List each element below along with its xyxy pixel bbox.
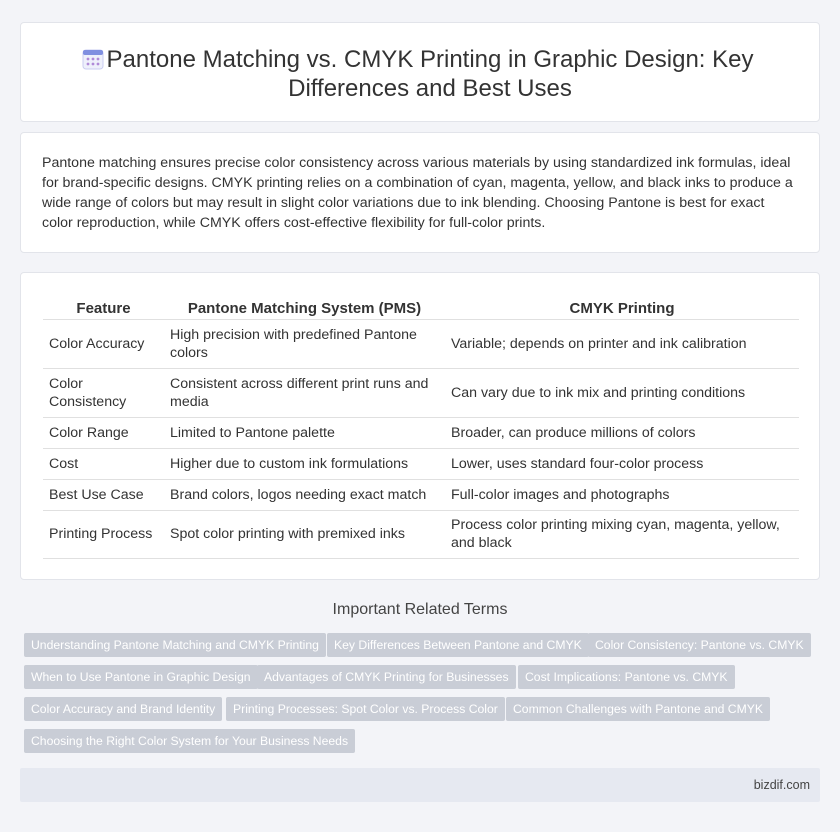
table-cell: Consistent across different print runs and media <box>164 368 445 417</box>
header-pantone: Pantone Matching System (PMS) <box>164 293 445 319</box>
related-tag[interactable]: Cost Implications: Pantone vs. CMYK <box>518 665 735 689</box>
table-cell: Color Range <box>43 417 164 448</box>
related-terms-heading: Important Related Terms <box>332 601 508 618</box>
related-tag[interactable]: Common Challenges with Pantone and CMYK <box>506 697 770 721</box>
table-cell: Color Consistency <box>43 368 164 417</box>
comparison-table <box>43 293 799 559</box>
table-row <box>43 319 799 368</box>
table-cell: Best Use Case <box>43 479 164 510</box>
title-card <box>20 22 820 122</box>
footer <box>20 768 820 802</box>
table-cell: Can vary due to ink mix and printing conditions <box>445 368 799 417</box>
table-cell: High precision with predefined Pantone colors <box>164 319 445 368</box>
related-tag[interactable]: Color Consistency: Pantone vs. CMYK <box>588 633 811 657</box>
table-cell: Process color printing mixing cyan, magenta, yellow, and black <box>445 510 799 558</box>
table-cell: Printing Process <box>43 510 164 558</box>
related-tag[interactable]: Advantages of CMYK Printing for Businesses <box>257 665 516 689</box>
table-cell: Lower, uses standard four-color process <box>445 448 799 479</box>
page-title: Pantone Matching vs. CMYK Printing in Graphic Design: Key Differences and Best Uses <box>106 46 754 102</box>
table-row <box>43 417 799 448</box>
header-cmyk: CMYK Printing <box>445 293 799 319</box>
related-tag[interactable]: Key Differences Between Pantone and CMYK <box>327 633 589 657</box>
table-cell: Variable; depends on printer and ink calibration <box>445 319 799 368</box>
table-cell: Color Accuracy <box>43 319 164 368</box>
intro-paragraph: Pantone matching ensures precise color consistency across various materials by using standardized ink formulas, ideal for brand-specific designs. CMYK printing relies on a combination of cyan, magenta, yellow, and black inks to produce a wide range of colors but may result in slight color variations due to ink blending. Choosing Pantone is best for exact color reproduction, while CMYK offers cost-effective flexibility for full-color prints. <box>42 155 793 231</box>
table-row <box>43 510 799 558</box>
footer-site-link[interactable]: bizdif.com <box>753 778 810 792</box>
table-cell: Spot color printing with premixed inks <box>164 510 445 558</box>
table-cell: Higher due to custom ink formulations <box>164 448 445 479</box>
related-tag[interactable]: Color Accuracy and Brand Identity <box>24 697 222 721</box>
table-cell: Full-color images and photographs <box>445 479 799 510</box>
related-tag[interactable]: Printing Processes: Spot Color vs. Process Color <box>226 697 505 721</box>
related-tag[interactable]: Understanding Pantone Matching and CMYK Printing <box>24 633 326 657</box>
table-row <box>43 368 799 417</box>
table-cell: Broader, can produce millions of colors <box>445 417 799 448</box>
related-tag[interactable]: Choosing the Right Color System for Your Business Needs <box>24 729 355 753</box>
intro-card <box>20 132 820 253</box>
table-row <box>43 448 799 479</box>
header-feature: Feature <box>43 293 164 319</box>
related-tag[interactable]: When to Use Pantone in Graphic Design <box>24 665 258 689</box>
comparison-table-card <box>20 272 820 580</box>
table-cell: Brand colors, logos needing exact match <box>164 479 445 510</box>
table-header-row <box>43 293 799 319</box>
table-row <box>43 479 799 510</box>
table-cell: Cost <box>43 448 164 479</box>
table-cell: Limited to Pantone palette <box>164 417 445 448</box>
